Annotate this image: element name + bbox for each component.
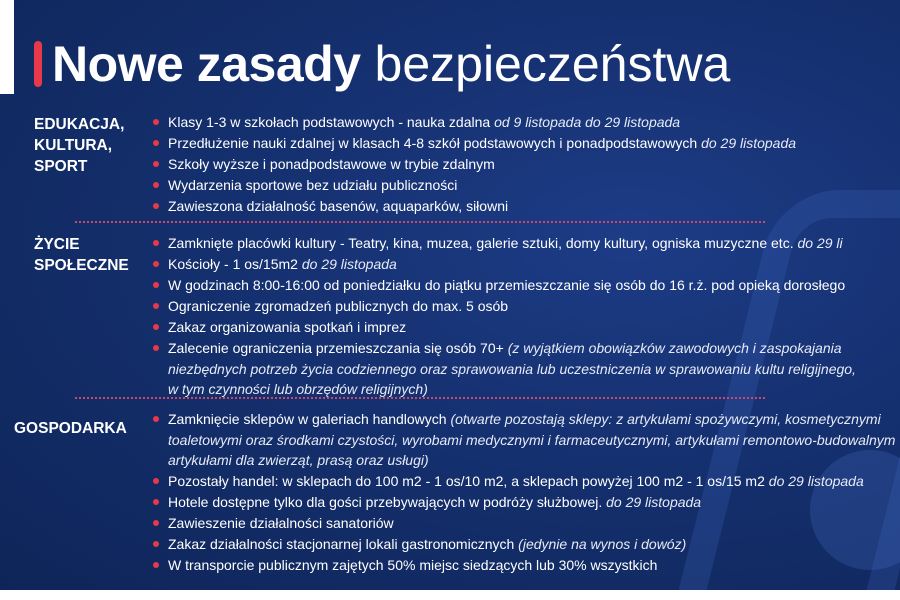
bullet-icon	[153, 282, 159, 288]
list-item	[150, 296, 900, 317]
item-note: do 29 li	[797, 235, 843, 251]
bullet-icon	[153, 345, 159, 351]
bullet-icon	[153, 240, 159, 246]
item-note: (otwarte pozostają sklepy: z artykułami spożywczymi, kosmetycznymi	[450, 411, 881, 427]
title-light-part: bezpieczeństwa	[374, 36, 731, 92]
category-label: ŻYCIE SPOŁECZNE	[34, 236, 129, 274]
item-note: (jedynie na wynos i dowóz)	[518, 536, 687, 552]
bullet-icon	[153, 520, 159, 526]
item-text: Zamknięcie sklepów w galeriach handlowych	[168, 411, 451, 427]
title-accent-bar	[34, 41, 42, 87]
section-divider	[75, 221, 765, 223]
item-text: Pozostały handel: w sklepach do 100 m2 - 1 os/10 m2, a sklepach powyżej 100 m2 - 1 os/15 m2	[168, 473, 769, 489]
item-note: (z wyjątkiem obowiązków zawodowych i zaspokajania	[507, 340, 842, 356]
bullet-icon	[153, 161, 159, 167]
item-text: Ograniczenie zgromadzeń publicznych do max. 5 osób	[168, 298, 509, 314]
rule-list	[150, 233, 900, 400]
item-note-continuation: niezbędnych potrzeb życia codziennego oraz sprawowania lub uczestniczenia w sprawowaniu kultu religijnego,	[168, 360, 856, 377]
page-title	[34, 34, 730, 94]
item-text: Zawieszenie działalności sanatoriów	[168, 515, 394, 531]
list-item	[150, 133, 900, 154]
list-item	[150, 534, 900, 555]
bullet-icon	[153, 203, 159, 209]
bullet-icon	[153, 303, 159, 309]
title-bold-part: Nowe zasady	[52, 36, 361, 92]
bullet-icon	[153, 119, 159, 125]
list-item	[150, 275, 900, 296]
item-text: Szkoły wyższe i ponadpodstawowe w trybie zdalnym	[168, 156, 495, 172]
item-note-continuation: artykułami dla zwierząt, prasą oraz usługi)	[168, 452, 429, 468]
bullet-icon	[153, 182, 159, 188]
item-note-continuation: w tym czynności lub obrzędów religijnych)	[168, 381, 428, 397]
list-item	[150, 555, 900, 576]
item-text: W godzinach 8:00-16:00 od poniedziałku do piątku przemieszczanie się osób do 16 r.ż. pod opieką dorosłego	[168, 277, 846, 293]
item-text: Hotele dostępne tylko dla gości przebywających w podróży służbowej.	[168, 494, 607, 510]
item-text: W transporcie publicznym zajętych 50% miejsc siedzących lub 30% wszystkich	[168, 557, 658, 573]
list-item	[150, 317, 900, 338]
category-label: GOSPODARKA	[14, 420, 127, 437]
list-item	[150, 233, 900, 254]
list-item	[150, 175, 900, 196]
list-item	[150, 471, 900, 492]
list-item	[150, 338, 900, 400]
list-item	[150, 492, 900, 513]
section-divider	[75, 397, 765, 399]
rule-list	[150, 112, 900, 217]
category-label: EDUKACJA, KULTURA, SPORT	[34, 116, 125, 175]
list-item	[150, 513, 900, 534]
item-text: Zamknięte placówki kultury - Teatry, kina, muzea, galerie sztuki, domy kultury, ogniska muzyczne etc.	[168, 235, 798, 251]
list-item	[150, 154, 900, 175]
item-text: Wydarzenia sportowe bez udziału publiczności	[168, 177, 458, 193]
item-note: do 29 listopada	[768, 473, 864, 489]
bullet-icon	[153, 416, 159, 422]
bullet-icon	[153, 562, 159, 568]
item-text: Kościoły - 1 os/15m2	[168, 256, 302, 272]
corner-notch	[0, 0, 14, 94]
item-note: do 29 listopada	[301, 256, 397, 272]
item-text: Zakaz organizowania spotkań i imprez	[168, 319, 407, 335]
list-item	[150, 409, 900, 471]
item-note: do 29 listopada	[701, 135, 797, 151]
item-text: Zalecenie ograniczenia przemieszczania się osób 70+	[168, 340, 508, 356]
bullet-icon	[153, 140, 159, 146]
bullet-icon	[153, 478, 159, 484]
rule-list	[150, 409, 900, 576]
list-item	[150, 112, 900, 133]
list-item	[150, 196, 900, 217]
item-text: Zakaz działalności stacjonarnej lokali gastronomicznych	[168, 536, 519, 552]
bullet-icon	[153, 324, 159, 330]
item-text: Przedłużenie nauki zdalnej w klasach 4-8 szkół podstawowych i ponadpodstawowych	[168, 135, 702, 151]
item-text: Klasy 1-3 w szkołach podstawowych - nauka zdalna	[168, 114, 495, 130]
bullet-icon	[153, 541, 159, 547]
item-note: od 9 listopada do 29 listopada	[494, 114, 681, 130]
bullet-icon	[153, 499, 159, 505]
item-text: Zawieszona działalność basenów, aquaparków, siłowni	[168, 198, 509, 214]
item-note: do 29 listopada	[606, 494, 702, 510]
list-item	[150, 254, 900, 275]
bullet-icon	[153, 261, 159, 267]
item-note-continuation: toaletowymi oraz środkami czystości, wyrobami medycznymi i farmaceutycznymi, artykułami remontowo-budowalnym	[168, 431, 896, 448]
